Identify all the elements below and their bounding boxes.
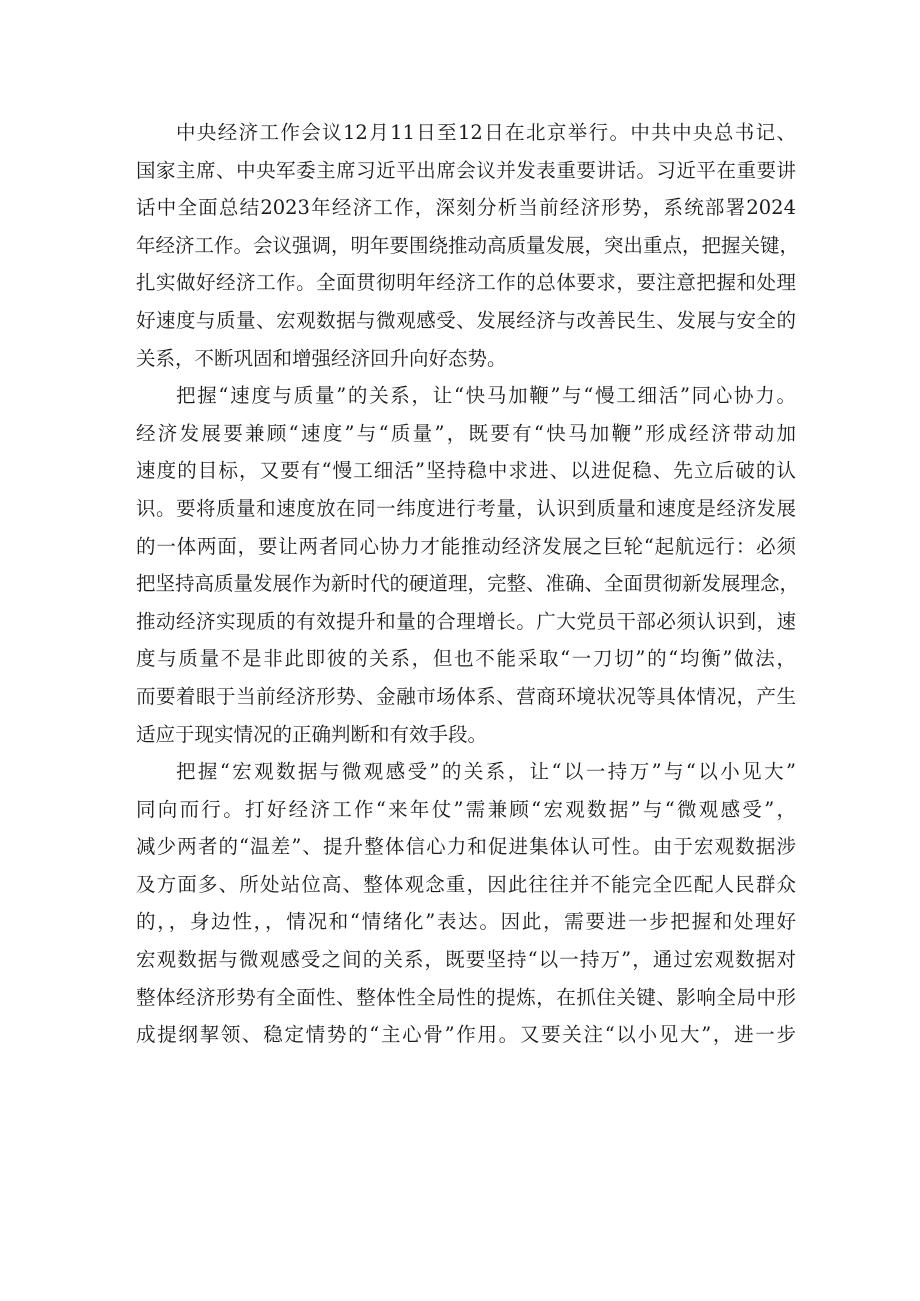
paragraph-3-line-6: 宏观数据与微观感受之间的关系，既要坚持“以一持万”，通过宏观数据对 [136,948,796,972]
paragraph-2-line-8: 度与质量不是非此即彼的关系，但也不能采取“一刀切”的“均衡”做法， [136,647,796,671]
paragraph-3-line-7: 整体经济形势有全面性、整体性全局性的提炼，在抓住关键、影响全局中形 [136,985,796,1009]
paragraph-2-line-1: 把握“速度与质量”的关系，让“快马加鞭”与“慢工细活”同心协力。 [176,384,796,408]
paragraph-2-line-3: 速度的目标，又要有“慢工细活”坚持稳中求进、以进促稳、先立后破的认 [136,459,796,483]
paragraph-1-line-5: 扎实做好经济工作。全面贯彻明年经济工作的总体要求，要注意把握和处理 [136,271,796,295]
paragraph-3-line-4: 及方面多、所处站位高、整体观念重，因此往往并不能完全匹配人民群众 [136,872,796,896]
paragraph-2-line-9: 而要着眼于当前经济形势、金融市场体系、营商环境状况等具体情况，产生 [136,684,796,708]
paragraph-3-line-5: 的，，身边性，，情况和“情绪化”表达。因此，需要进一步把握和处理好 [136,910,796,934]
document-body [136,114,800,1054]
paragraph-1-line-6: 好速度与质量、宏观数据与微观感受、发展经济与改善民生、发展与安全的 [136,308,796,332]
paragraph-3-line-8: 成提纲挈领、稳定情势的“主心骨”作用。又要关注“以小见大”，进一步 [136,1023,796,1047]
paragraph-2-line-2: 经济发展要兼顾“速度”与“质量”，既要有“快马加鞭”形成经济带动加 [136,421,796,445]
paragraph-1-line-3: 话中全面总结2023年经济工作，深刻分析当前经济形势，系统部署2024 [136,196,796,220]
paragraph-2-line-7: 推动经济实现质的有效提升和量的合理增长。广大党员干部必须认识到，速 [136,609,796,633]
paragraph-2-line-5: 的一体两面，要让两者同心协力才能推动经济发展之巨轮“起航远行：必须 [136,534,796,558]
paragraph-1-line-2: 国家主席、中央军委主席习近平出席会议并发表重要讲话。习近平在重要讲 [136,158,796,182]
paragraph-3-line-1: 把握“宏观数据与微观感受”的关系，让“以一持万”与“以小见大” [176,760,796,784]
paragraph-2-line-10: 适应于现实情况的正确判断和有效手段。 [136,722,488,746]
paragraph-2-line-4: 识。要将质量和速度放在同一纬度进行考量，认识到质量和速度是经济发展 [136,496,796,520]
paragraph-1-line-7: 关系，不断巩固和增强经济回升向好态势。 [136,346,507,370]
paragraph-2-line-6: 把坚持高质量发展作为新时代的硬道理，完整、准确、全面贯彻新发展理念， [136,572,800,596]
paragraph-3-line-3: 减少两者的“温差”、提升整体信心力和促进集体认可性。由于宏观数据涉 [136,835,796,859]
paragraph-1-line-1: 中央经济工作会议12月11日至12日在北京举行。中共中央总书记、 [176,121,796,144]
paragraph-3-line-2: 同向而行。打好经济工作“来年仗”需兼顾“宏观数据”与“微观感受”， [136,797,796,821]
paragraph-1-line-4: 年经济工作。会议强调，明年要围绕推动高质量发展，突出重点，把握关键， [136,233,800,257]
